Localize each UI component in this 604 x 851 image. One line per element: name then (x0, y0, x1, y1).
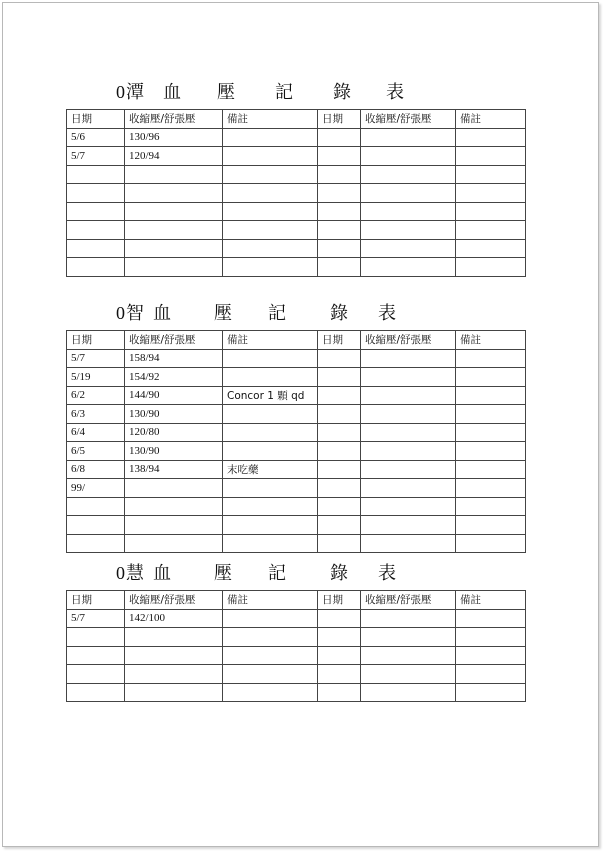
bp-cell (361, 497, 456, 516)
note-cell (456, 202, 526, 221)
date-cell (318, 128, 361, 147)
bp-cell (125, 628, 223, 647)
note-cell (456, 479, 526, 498)
column-header: 收縮壓/舒張壓 (125, 110, 223, 129)
note-cell (456, 460, 526, 479)
note-cell (456, 534, 526, 553)
bp-cell (361, 683, 456, 702)
note-cell (223, 423, 318, 442)
date-cell (67, 165, 125, 184)
table-row (67, 202, 526, 221)
note-cell (456, 405, 526, 424)
date-cell (318, 405, 361, 424)
title-char: 記 (268, 563, 286, 583)
bp-cell (361, 184, 456, 203)
date-cell (67, 516, 125, 535)
title-char: 表 (386, 82, 404, 102)
table-row (67, 128, 526, 147)
section-title (66, 298, 526, 328)
title-char: 錄 (333, 82, 351, 102)
bp-cell (361, 147, 456, 166)
date-cell: 5/6 (67, 128, 125, 147)
title-name: 慧 (126, 563, 144, 583)
table-row (67, 386, 526, 405)
bp-cell (125, 221, 223, 240)
bp-cell (361, 534, 456, 553)
title-name: 智 (126, 303, 144, 323)
title-char: 表 (378, 563, 396, 583)
bp-cell: 158/94 (125, 349, 223, 368)
date-cell (318, 460, 361, 479)
table-row (67, 609, 526, 628)
table-row (67, 497, 526, 516)
bp-cell (125, 534, 223, 553)
column-header: 備註 (456, 591, 526, 610)
title-prefix: 0 (116, 303, 125, 323)
title-char: 血 (153, 563, 171, 583)
bp-cell (361, 368, 456, 387)
title-name: 潭 (126, 82, 144, 102)
date-cell (318, 184, 361, 203)
note-cell (223, 128, 318, 147)
record-section-1 (66, 77, 526, 277)
table-row (67, 147, 526, 166)
note-cell (456, 683, 526, 702)
date-cell (67, 665, 125, 684)
bp-cell (361, 665, 456, 684)
bp-cell (125, 239, 223, 258)
note-cell (223, 609, 318, 628)
date-cell (318, 221, 361, 240)
date-cell (318, 147, 361, 166)
title-char: 記 (275, 82, 293, 102)
bp-cell: 138/94 (125, 460, 223, 479)
table-row (67, 423, 526, 442)
bp-cell (125, 497, 223, 516)
date-cell (67, 646, 125, 665)
note-cell (456, 423, 526, 442)
column-header: 備註 (223, 110, 318, 129)
table-row (67, 258, 526, 277)
note-cell (456, 516, 526, 535)
table-row (67, 646, 526, 665)
bp-cell: 142/100 (125, 609, 223, 628)
title-char: 壓 (214, 303, 232, 323)
bp-cell (361, 239, 456, 258)
title-char: 壓 (217, 82, 235, 102)
date-cell: 6/4 (67, 423, 125, 442)
note-cell (456, 628, 526, 647)
note-cell (223, 665, 318, 684)
date-cell (318, 239, 361, 258)
title-char: 壓 (214, 563, 232, 583)
table-row (67, 534, 526, 553)
note-cell (223, 147, 318, 166)
table-row (67, 221, 526, 240)
date-cell (67, 221, 125, 240)
note-cell (456, 349, 526, 368)
date-cell (318, 349, 361, 368)
table-row (67, 516, 526, 535)
section-title (66, 558, 526, 588)
note-cell (456, 147, 526, 166)
note-cell (223, 258, 318, 277)
column-header: 備註 (456, 331, 526, 350)
note-cell (223, 442, 318, 461)
date-cell (318, 646, 361, 665)
note-cell (456, 165, 526, 184)
column-header: 日期 (318, 110, 361, 129)
record-section-3 (66, 558, 526, 702)
bp-cell: 120/94 (125, 147, 223, 166)
title-char: 血 (163, 82, 181, 102)
date-cell (318, 516, 361, 535)
bp-cell (361, 628, 456, 647)
date-cell (67, 683, 125, 702)
bp-cell (361, 386, 456, 405)
title-prefix: 0 (116, 563, 125, 583)
date-cell: 6/2 (67, 386, 125, 405)
bp-cell (125, 258, 223, 277)
note-cell (456, 609, 526, 628)
date-cell (318, 386, 361, 405)
bp-cell: 154/92 (125, 368, 223, 387)
column-header: 日期 (318, 591, 361, 610)
column-header: 備註 (456, 110, 526, 129)
date-cell (318, 497, 361, 516)
note-cell (223, 646, 318, 665)
bp-cell (361, 460, 456, 479)
note-cell: Concor 1 顆 qd (223, 386, 318, 405)
table-row (67, 683, 526, 702)
date-cell: 5/19 (67, 368, 125, 387)
date-cell (318, 202, 361, 221)
bp-cell (361, 202, 456, 221)
table-row (67, 368, 526, 387)
column-header: 備註 (223, 331, 318, 350)
bp-cell (125, 202, 223, 221)
date-cell (318, 258, 361, 277)
date-cell (67, 497, 125, 516)
bp-cell: 130/90 (125, 442, 223, 461)
note-cell (223, 221, 318, 240)
note-cell (223, 628, 318, 647)
note-cell (456, 239, 526, 258)
note-cell (223, 683, 318, 702)
header-row (67, 591, 526, 610)
date-cell: 6/5 (67, 442, 125, 461)
table-row (67, 405, 526, 424)
bp-cell (361, 479, 456, 498)
date-cell (318, 628, 361, 647)
title-char: 記 (268, 303, 286, 323)
column-header: 收縮壓/舒張壓 (125, 591, 223, 610)
date-cell (318, 534, 361, 553)
date-cell (67, 258, 125, 277)
date-cell (67, 628, 125, 647)
title-char: 血 (153, 303, 171, 323)
date-cell: 5/7 (67, 609, 125, 628)
date-cell (318, 479, 361, 498)
note-cell (456, 128, 526, 147)
table-row (67, 184, 526, 203)
column-header: 日期 (318, 331, 361, 350)
date-cell (318, 368, 361, 387)
date-cell (318, 165, 361, 184)
note-cell (456, 497, 526, 516)
bp-table (66, 590, 526, 702)
section-title (66, 77, 526, 107)
bp-cell (361, 516, 456, 535)
note-cell (223, 516, 318, 535)
record-section-2 (66, 298, 526, 553)
date-cell (67, 184, 125, 203)
table-row (67, 665, 526, 684)
bp-cell: 130/90 (125, 405, 223, 424)
bp-cell (361, 405, 456, 424)
bp-cell (361, 349, 456, 368)
column-header: 日期 (67, 110, 125, 129)
title-char: 錄 (330, 563, 348, 583)
bp-cell (361, 442, 456, 461)
note-cell (223, 534, 318, 553)
note-cell (223, 479, 318, 498)
title-char: 表 (378, 303, 396, 323)
bp-cell (361, 646, 456, 665)
bp-cell (361, 128, 456, 147)
note-cell (223, 497, 318, 516)
date-cell (318, 665, 361, 684)
bp-table (66, 109, 526, 277)
date-cell: 6/3 (67, 405, 125, 424)
note-cell (456, 258, 526, 277)
date-cell (318, 423, 361, 442)
note-cell: 末吃藥 (223, 460, 318, 479)
note-cell (456, 184, 526, 203)
header-row (67, 110, 526, 129)
column-header: 收縮壓/舒張壓 (125, 331, 223, 350)
header-row (67, 331, 526, 350)
note-cell (456, 442, 526, 461)
note-cell (456, 221, 526, 240)
date-cell (67, 202, 125, 221)
title-prefix: 0 (116, 82, 125, 102)
bp-cell (361, 165, 456, 184)
date-cell (318, 609, 361, 628)
note-cell (223, 405, 318, 424)
note-cell (456, 386, 526, 405)
date-cell: 5/7 (67, 147, 125, 166)
title-char: 錄 (330, 303, 348, 323)
bp-cell (361, 221, 456, 240)
table-row (67, 165, 526, 184)
note-cell (223, 239, 318, 258)
bp-cell: 130/96 (125, 128, 223, 147)
note-cell (223, 202, 318, 221)
bp-cell (125, 184, 223, 203)
note-cell (223, 349, 318, 368)
column-header: 日期 (67, 591, 125, 610)
table-row (67, 349, 526, 368)
date-cell: 5/7 (67, 349, 125, 368)
date-cell (318, 683, 361, 702)
note-cell (223, 184, 318, 203)
table-row (67, 628, 526, 647)
table-row (67, 239, 526, 258)
note-cell (456, 368, 526, 387)
bp-table (66, 330, 526, 553)
bp-cell (361, 609, 456, 628)
note-cell (223, 165, 318, 184)
bp-cell (125, 665, 223, 684)
column-header: 收縮壓/舒張壓 (361, 331, 456, 350)
table-row (67, 479, 526, 498)
note-cell (456, 665, 526, 684)
table-row (67, 460, 526, 479)
table-row (67, 442, 526, 461)
date-cell: 99/ (67, 479, 125, 498)
bp-cell (125, 516, 223, 535)
bp-cell (125, 646, 223, 665)
column-header: 備註 (223, 591, 318, 610)
bp-cell: 144/90 (125, 386, 223, 405)
note-cell (456, 646, 526, 665)
bp-cell (361, 423, 456, 442)
column-header: 收縮壓/舒張壓 (361, 591, 456, 610)
column-header: 日期 (67, 331, 125, 350)
date-cell (67, 239, 125, 258)
date-cell (67, 534, 125, 553)
bp-cell: 120/80 (125, 423, 223, 442)
bp-cell (125, 165, 223, 184)
note-cell (223, 368, 318, 387)
date-cell (318, 442, 361, 461)
column-header: 收縮壓/舒張壓 (361, 110, 456, 129)
bp-cell (125, 479, 223, 498)
bp-cell (361, 258, 456, 277)
date-cell: 6/8 (67, 460, 125, 479)
bp-cell (125, 683, 223, 702)
